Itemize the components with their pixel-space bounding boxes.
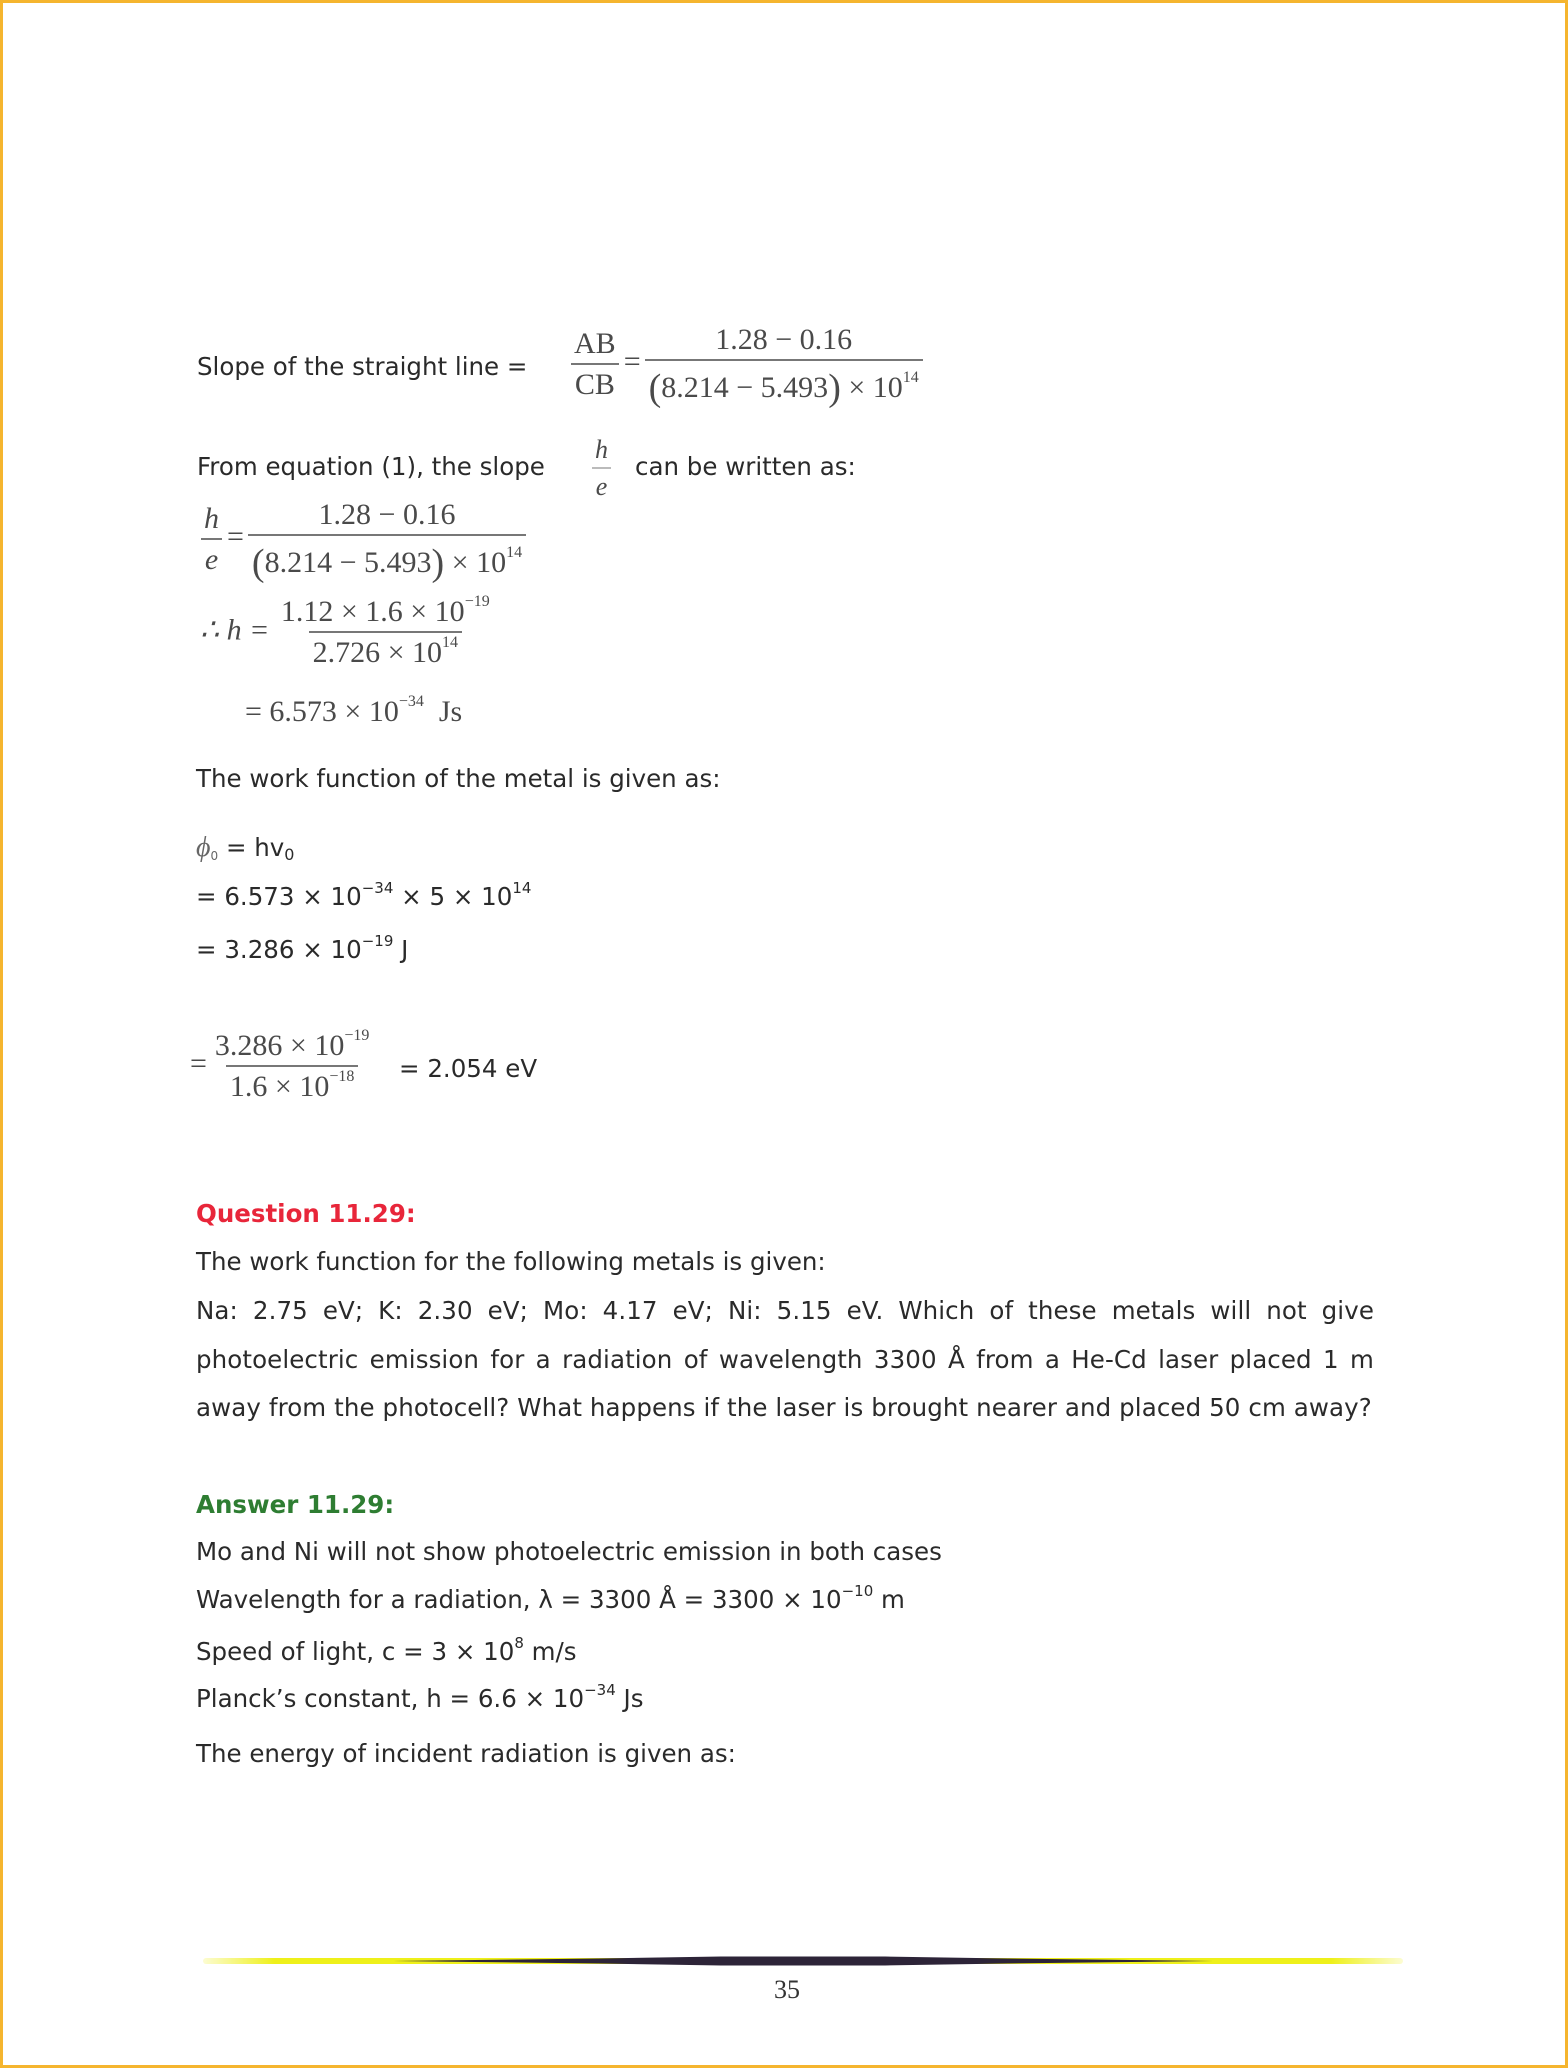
wavelength-line: Wavelength for a radiation, λ = 3300 Å = $3300 \times 10^{-10}$ m [196, 1581, 905, 1614]
ev-result: = 2.054 eV [399, 1054, 538, 1083]
question-intro: The work function for the following metals is given: [196, 1247, 826, 1276]
question-heading: Question 11.29: [196, 1199, 416, 1228]
ev-conversion-fraction: = $\frac{3.286 \times 10^{-19}}{1.6 \times 10^{-18}}$ [190, 1027, 370, 1103]
work-function-line2: = $6.573 \times 10^{-34} \times 5 \times 10^{14}$ [196, 878, 532, 911]
speed-of-light-line: Speed of light, $c = 3 \times 10^8$ m/s [196, 1633, 577, 1666]
answer-heading: Answer 11.29: [196, 1490, 395, 1519]
work-function-line3: = $3.286 \times 10^{-19}$ J [196, 931, 409, 964]
slope-value-fraction: $\frac{1.28 - 0.16}{(8.214 - 5.493) \times 10^{14}}$ [645, 325, 923, 404]
question-body: Na: 2.75 eV; K: 2.30 eV; Mo: 4.17 eV; Ni: 5.15 eV. Which of these metals will not give photoelectric emission for a radiation of wavelength 3300 Å from a He-Cd laser placed 1 m away from the photocell? What happens if the laser is brought nearer and placed 50 cm away? [196, 1296, 1374, 1422]
h-result: = $6.573 \times 10^{-34}$ Js [245, 693, 463, 728]
h-over-e-inline: $\frac{h}{e}$ [591, 437, 612, 500]
h-over-e-equation: $\frac{h}{e}$ = $\frac{1.28 - 0.16}{(8.214 - 5.493) \times 10^{14}}$ [200, 500, 526, 579]
planck-constant-line: Planck’s constant, $h = 6.6 \times 10^{-34}$ Js [196, 1680, 644, 1713]
page-number: 35 [774, 1975, 800, 2004]
slope-equation: $\frac{AB}{CB}$ = $\frac{1.28 - 0.16}{(8.214 - 5.493) \times 10^{14}}$ [570, 325, 923, 404]
from-equation-text: From equation (1), the slope [197, 452, 545, 481]
answer-line1: Mo and Ni will not show photoelectric emission in both cases [196, 1537, 942, 1566]
slope-label: Slope of the straight line = [197, 352, 528, 381]
ab-over-cb-fraction: $\frac{AB}{CB}$ [570, 329, 620, 400]
phi-symbol: ϕ [196, 832, 211, 863]
phi-equation: $\phi_0 = hv_0$ [196, 832, 295, 864]
work-function-intro: The work function of the metal is given as: [196, 764, 721, 793]
energy-intro-line: The energy of incident radiation is given as: [196, 1739, 736, 1768]
can-be-written-text: can be written as: [635, 452, 856, 481]
h-calculation: ∴ h = $\frac{1.12 \times 1.6 \times 10^{-19}}{2.726 \times 10^{14}}$ [200, 593, 490, 669]
